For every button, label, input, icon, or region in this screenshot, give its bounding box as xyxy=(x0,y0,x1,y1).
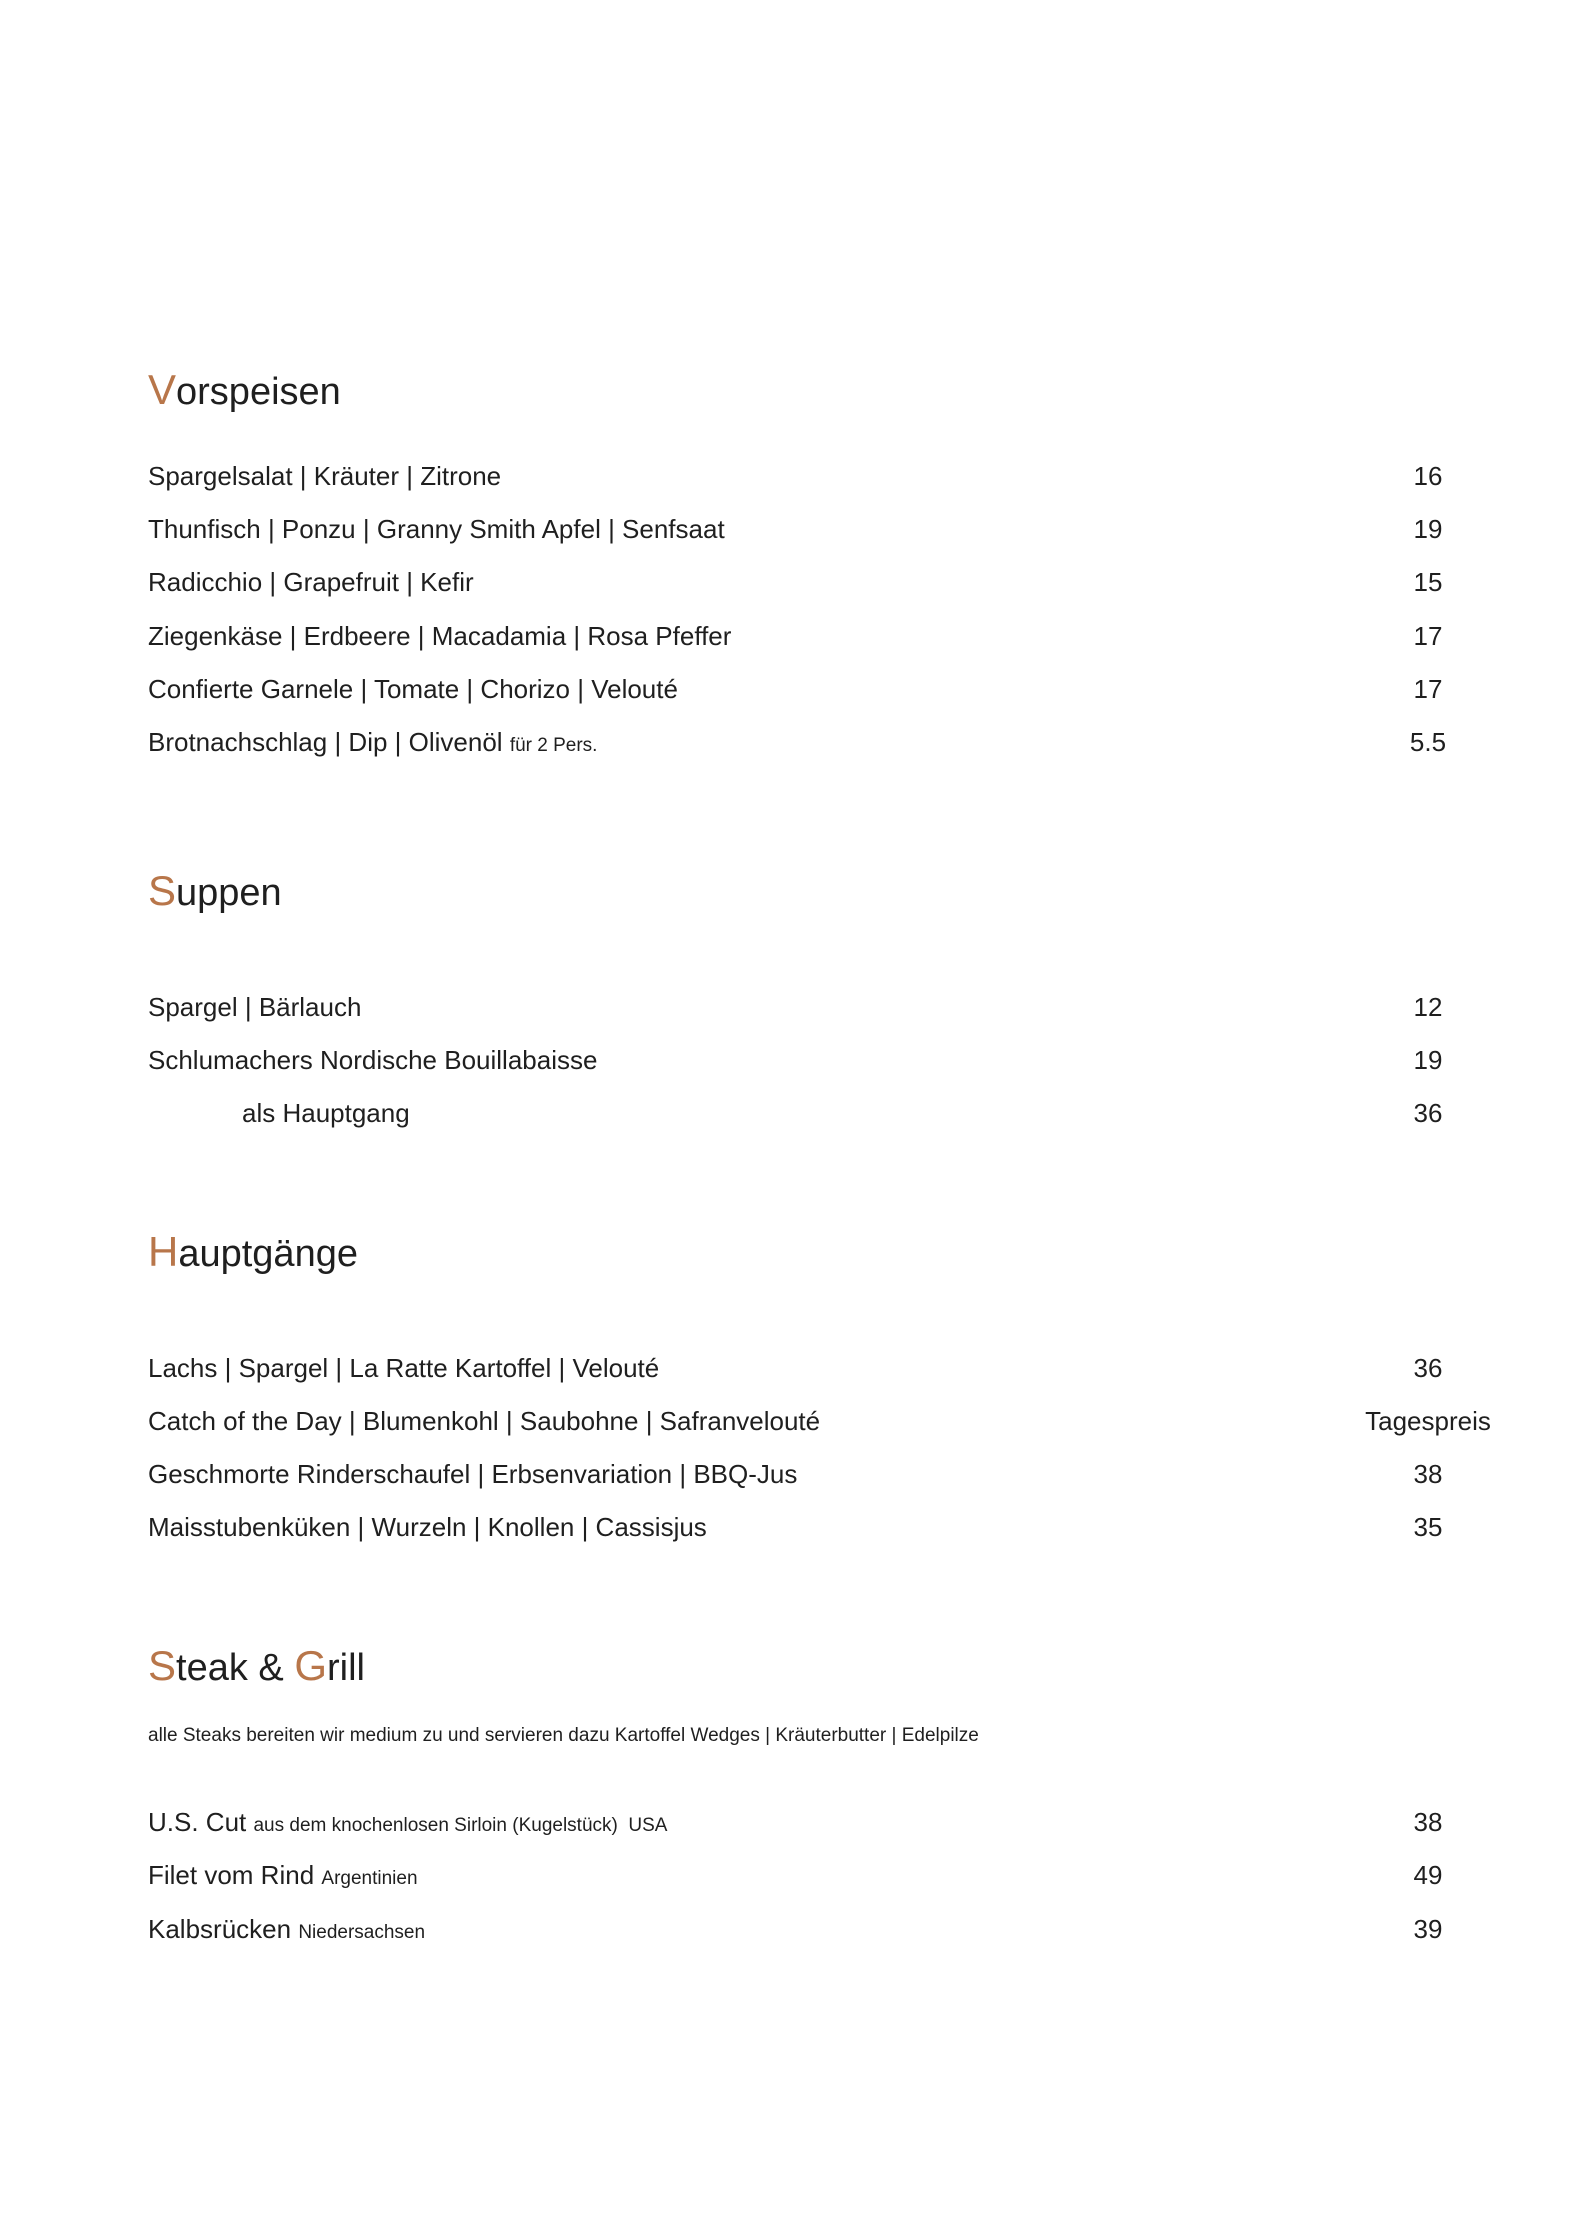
item-name: Confierte Garnele | Tomate | Chorizo | Velouté xyxy=(148,674,678,704)
item-name: Maisstubenküken | Wurzeln | Knollen | Cassisjus xyxy=(148,1512,707,1542)
item-price: 49 xyxy=(1413,1860,1443,1890)
menu-item xyxy=(148,1401,1491,1441)
item-price: 36 xyxy=(1413,1098,1443,1128)
item-price: 36 xyxy=(1413,1353,1443,1383)
heading-rest: auptgänge xyxy=(178,1233,358,1275)
item-price: Tagespreis xyxy=(1365,1406,1491,1436)
menu-item xyxy=(148,1802,1448,1842)
item-price: 19 xyxy=(1413,514,1443,544)
menu-item xyxy=(148,509,1448,549)
item-note: für 2 Pers. xyxy=(509,735,598,756)
item-name: Spargelsalat | Kräuter | Zitrone xyxy=(148,461,502,491)
item-price: 17 xyxy=(1413,621,1443,651)
item-note: Niedersachsen xyxy=(298,1922,426,1943)
section-heading-hauptgaenge xyxy=(148,1228,358,1276)
item-price: 16 xyxy=(1413,461,1443,491)
heading-rest: teak & xyxy=(176,1647,295,1689)
menu-item xyxy=(148,1909,1448,1949)
item-name: Ziegenkäse | Erdbeere | Macadamia | Rosa Pfeffer xyxy=(148,621,732,651)
heading-initial: S xyxy=(148,867,177,914)
menu-item xyxy=(148,1348,1448,1388)
section-heading-steak-grill xyxy=(148,1642,365,1690)
item-name: Radicchio | Grapefruit | Kefir xyxy=(148,567,474,597)
section-intro: alle Steaks bereiten wir medium zu und servieren dazu Kartoffel Wedges | Kräuterbutter | Edelpilze xyxy=(148,1725,979,1746)
item-name: Spargel | Bärlauch xyxy=(148,992,362,1022)
menu-item xyxy=(148,616,1448,656)
item-price: 5.5 xyxy=(1409,727,1447,757)
heading-rest-2: rill xyxy=(326,1647,365,1689)
heading-initial: H xyxy=(148,1228,179,1275)
item-note: Argentinien xyxy=(321,1868,418,1889)
menu-item xyxy=(148,669,1448,709)
heading-initial: V xyxy=(148,366,177,413)
item-price: 38 xyxy=(1413,1807,1443,1837)
menu-item xyxy=(148,987,1448,1027)
item-name: U.S. Cut xyxy=(148,1807,247,1837)
item-name: Filet vom Rind xyxy=(148,1860,315,1890)
item-name: Lachs | Spargel | La Ratte Kartoffel | Velouté xyxy=(148,1353,660,1383)
item-name: Thunfisch | Ponzu | Granny Smith Apfel | Senfsaat xyxy=(148,514,725,544)
item-name: Kalbsrücken xyxy=(148,1914,292,1944)
heading-initial-2: G xyxy=(294,1642,327,1689)
menu-item xyxy=(148,456,1448,496)
item-name: Schlumachers Nordische Bouillabaisse xyxy=(148,1045,598,1075)
item-price: 12 xyxy=(1413,992,1443,1022)
item-price: 39 xyxy=(1413,1914,1443,1944)
heading-rest: uppen xyxy=(176,872,282,914)
menu-item xyxy=(148,1507,1448,1547)
item-name: Catch of the Day | Blumenkohl | Saubohne | Safranvelouté xyxy=(148,1406,821,1436)
item-name: Geschmorte Rinderschaufel | Erbsenvariation | BBQ-Jus xyxy=(148,1459,798,1489)
item-price: 19 xyxy=(1413,1045,1443,1075)
item-name: als Hauptgang xyxy=(242,1098,410,1128)
item-price: 15 xyxy=(1413,567,1443,597)
heading-initial: S xyxy=(148,1642,177,1689)
menu-item xyxy=(148,722,1448,762)
menu-item xyxy=(148,1855,1448,1895)
menu-item xyxy=(148,1040,1448,1080)
item-price: 35 xyxy=(1413,1512,1443,1542)
item-note: aus dem knochenlosen Sirloin (Kugelstück) USA xyxy=(253,1815,668,1836)
section-heading-vorspeisen xyxy=(148,366,341,414)
item-price: 38 xyxy=(1413,1459,1443,1489)
menu-item xyxy=(148,1454,1448,1494)
heading-rest: orspeisen xyxy=(176,371,341,413)
section-heading-suppen xyxy=(148,867,282,915)
menu-item xyxy=(148,562,1448,602)
item-name: Brotnachschlag | Dip | Olivenöl xyxy=(148,727,503,757)
menu-item-sub xyxy=(148,1093,1448,1133)
item-price: 17 xyxy=(1413,674,1443,704)
